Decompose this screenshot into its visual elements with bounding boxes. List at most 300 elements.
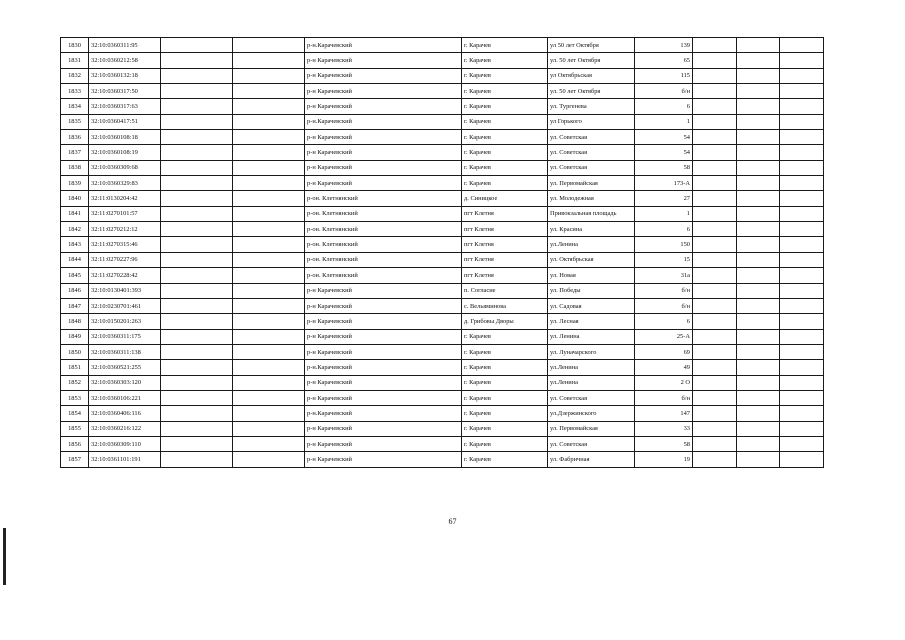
cell-empty (693, 176, 737, 191)
cell-empty (737, 283, 780, 298)
table-row (61, 68, 824, 83)
table-row (61, 191, 824, 206)
table-row (61, 84, 824, 99)
cell-locality: пгт Клетня (462, 222, 548, 237)
cell-empty (161, 130, 233, 145)
cell-empty (737, 84, 780, 99)
cell-empty (737, 114, 780, 129)
cell-empty (737, 344, 780, 359)
cell-street: ул. Октябрьская (548, 252, 635, 267)
cell-house-number: 19 (635, 452, 693, 467)
cell-empty (693, 114, 737, 129)
cell-empty (693, 360, 737, 375)
cell-empty (161, 314, 233, 329)
table-body (61, 38, 824, 468)
table-row (61, 283, 824, 298)
cell-locality: д. Синицкое (462, 191, 548, 206)
cell-empty (693, 38, 737, 53)
cell-empty (161, 114, 233, 129)
cell-empty (737, 191, 780, 206)
cell-cadastral-number: 32:11:0270315:46 (89, 237, 161, 252)
table-row (61, 314, 824, 329)
cell-house-number: б/н (635, 390, 693, 405)
cell-empty (737, 68, 780, 83)
cell-empty (737, 298, 780, 313)
cell-house-number: 6 (635, 314, 693, 329)
cell-district: р-н.Карачевский (305, 360, 462, 375)
cell-cadastral-number: 32:10:0360417:51 (89, 114, 161, 129)
cell-cadastral-number: 32:10:0130401:393 (89, 283, 161, 298)
cell-empty (737, 38, 780, 53)
cell-district: р-н Карачевский (305, 283, 462, 298)
cell-district: р-н Карачевский (305, 84, 462, 99)
cell-locality: г. Карачев (462, 130, 548, 145)
cell-empty (233, 176, 305, 191)
cell-empty (693, 314, 737, 329)
cell-empty (233, 68, 305, 83)
cell-empty (161, 145, 233, 160)
cell-empty (780, 252, 824, 267)
cell-empty (693, 53, 737, 68)
cell-locality: г. Карачев (462, 406, 548, 421)
cell-district: р-он. Клетнянский (305, 222, 462, 237)
cell-house-number: 1 (635, 206, 693, 221)
cell-empty (233, 360, 305, 375)
cell-street: ул.Ленина (548, 360, 635, 375)
cell-cadastral-number: 32:10:0360106:221 (89, 390, 161, 405)
cell-cadastral-number: 32:10:0360108:19 (89, 145, 161, 160)
cell-district: р-н.Карачевский (305, 406, 462, 421)
cell-street: ул. Ленина (548, 329, 635, 344)
cell-empty (693, 84, 737, 99)
cell-house-number: 2 О (635, 375, 693, 390)
cell-house-number: 173-А (635, 176, 693, 191)
cell-empty (233, 222, 305, 237)
cell-locality: г. Карачев (462, 53, 548, 68)
cell-district: р-н Карачевский (305, 314, 462, 329)
cell-empty (737, 176, 780, 191)
cell-locality: г. Карачев (462, 329, 548, 344)
cell-locality: г. Карачев (462, 99, 548, 114)
cell-row-number: 1838 (61, 160, 89, 175)
cell-empty (233, 452, 305, 467)
cell-empty (161, 421, 233, 436)
cell-empty (161, 222, 233, 237)
cell-empty (780, 130, 824, 145)
cell-cadastral-number: 32:10:0360303:120 (89, 375, 161, 390)
cell-cadastral-number: 32:10:0361101:191 (89, 452, 161, 467)
cell-empty (737, 160, 780, 175)
cell-district: р-н Карачевский (305, 176, 462, 191)
cell-row-number: 1830 (61, 38, 89, 53)
cell-empty (780, 421, 824, 436)
cell-cadastral-number: 32:11:0270227:96 (89, 252, 161, 267)
cell-row-number: 1842 (61, 222, 89, 237)
cell-house-number: 25-А (635, 329, 693, 344)
table-row (61, 38, 824, 53)
cell-empty (693, 68, 737, 83)
cell-street: ул. Лесная (548, 314, 635, 329)
cell-cadastral-number: 32:10:0150201:263 (89, 314, 161, 329)
cell-empty (780, 53, 824, 68)
cell-row-number: 1853 (61, 390, 89, 405)
cell-cadastral-number: 32:10:0360317:63 (89, 99, 161, 114)
cell-district: р-н Карачевский (305, 390, 462, 405)
cell-house-number: 139 (635, 38, 693, 53)
cell-row-number: 1848 (61, 314, 89, 329)
cell-empty (161, 390, 233, 405)
cell-empty (780, 114, 824, 129)
table-row (61, 206, 824, 221)
cell-empty (233, 130, 305, 145)
cell-empty (161, 344, 233, 359)
cell-street: ул. Советская (548, 390, 635, 405)
cell-house-number: б/н (635, 283, 693, 298)
cell-row-number: 1835 (61, 114, 89, 129)
cell-locality: г. Карачев (462, 390, 548, 405)
cell-cadastral-number: 32:10:0360132:18 (89, 68, 161, 83)
cell-empty (233, 268, 305, 283)
cell-street: ул. 50 лет Октября (548, 53, 635, 68)
cell-empty (161, 206, 233, 221)
cell-empty (737, 360, 780, 375)
cell-row-number: 1847 (61, 298, 89, 313)
cell-district: р-он. Клетнянский (305, 191, 462, 206)
cell-street: ул. Первомайская (548, 421, 635, 436)
table-row (61, 237, 824, 252)
cell-empty (693, 283, 737, 298)
cell-empty (233, 252, 305, 267)
cell-street: ул. 50 лет Октября (548, 84, 635, 99)
cell-house-number: 58 (635, 160, 693, 175)
cell-row-number: 1841 (61, 206, 89, 221)
cell-empty (780, 237, 824, 252)
cell-empty (737, 222, 780, 237)
cell-cadastral-number: 32:10:0360311:95 (89, 38, 161, 53)
cell-house-number: 15 (635, 252, 693, 267)
cell-district: р-н Карачевский (305, 452, 462, 467)
cell-street: ул 50 лет Октября (548, 38, 635, 53)
cell-empty (780, 375, 824, 390)
cell-row-number: 1832 (61, 68, 89, 83)
cell-cadastral-number: 32:10:0360309:110 (89, 436, 161, 451)
cell-empty (161, 329, 233, 344)
cell-district: р-н.Карачевский (305, 114, 462, 129)
cell-house-number: 54 (635, 130, 693, 145)
cell-locality: г. Карачев (462, 344, 548, 359)
cell-empty (693, 436, 737, 451)
cell-row-number: 1857 (61, 452, 89, 467)
cell-locality: пгт Клетня (462, 268, 548, 283)
cell-empty (233, 298, 305, 313)
cell-empty (233, 38, 305, 53)
cell-empty (233, 145, 305, 160)
cell-empty (693, 344, 737, 359)
cell-empty (780, 38, 824, 53)
cell-street: Привокзальная площадь (548, 206, 635, 221)
cell-empty (780, 298, 824, 313)
cell-empty (693, 160, 737, 175)
cell-empty (161, 38, 233, 53)
cell-district: р-н Карачевский (305, 53, 462, 68)
cell-empty (161, 53, 233, 68)
cell-empty (780, 283, 824, 298)
cell-locality: г. Карачев (462, 176, 548, 191)
cell-district: р-н Карачевский (305, 145, 462, 160)
cell-empty (780, 176, 824, 191)
cell-empty (233, 436, 305, 451)
cell-empty (693, 252, 737, 267)
cell-cadastral-number: 32:10:0360311:138 (89, 344, 161, 359)
cell-locality: г. Карачев (462, 421, 548, 436)
table-row (61, 421, 824, 436)
cell-street: ул. Новая (548, 268, 635, 283)
cell-locality: п. Согласие (462, 283, 548, 298)
cell-district: р-н Карачевский (305, 375, 462, 390)
cell-row-number: 1850 (61, 344, 89, 359)
cell-district: р-н Карачевский (305, 436, 462, 451)
cell-empty (161, 406, 233, 421)
cell-empty (693, 145, 737, 160)
cell-house-number: б/н (635, 84, 693, 99)
table-row (61, 268, 824, 283)
cell-cadastral-number: 32:11:0270101:57 (89, 206, 161, 221)
page-number: 67 (448, 517, 457, 526)
cell-cadastral-number: 32:11:0270212:12 (89, 222, 161, 237)
cell-district: р-н Карачевский (305, 329, 462, 344)
cell-locality: д. Грибовы Дворы (462, 314, 548, 329)
cell-house-number: 54 (635, 145, 693, 160)
cell-row-number: 1833 (61, 84, 89, 99)
cell-street: ул. Молодежная (548, 191, 635, 206)
cell-street: ул. Луначарского (548, 344, 635, 359)
cell-cadastral-number: 32:10:0360216:122 (89, 421, 161, 436)
cell-empty (233, 421, 305, 436)
cell-empty (233, 99, 305, 114)
cell-row-number: 1836 (61, 130, 89, 145)
cell-empty (161, 375, 233, 390)
cell-empty (737, 314, 780, 329)
table-row (61, 329, 824, 344)
cell-district: р-он. Клетнянский (305, 237, 462, 252)
cell-house-number: 6 (635, 222, 693, 237)
cell-empty (737, 268, 780, 283)
cell-empty (161, 252, 233, 267)
cell-row-number: 1840 (61, 191, 89, 206)
cell-empty (161, 68, 233, 83)
cell-empty (693, 390, 737, 405)
cell-row-number: 1855 (61, 421, 89, 436)
cell-row-number: 1831 (61, 53, 89, 68)
cell-empty (693, 222, 737, 237)
table-row (61, 252, 824, 267)
cell-empty (693, 191, 737, 206)
cell-empty (693, 329, 737, 344)
cell-empty (693, 237, 737, 252)
cell-house-number: 33 (635, 421, 693, 436)
cell-district: р-н Карачевский (305, 130, 462, 145)
cell-district: р-н Карачевский (305, 344, 462, 359)
cell-row-number: 1844 (61, 252, 89, 267)
table-row (61, 375, 824, 390)
scan-edge-mark (3, 528, 6, 585)
cell-empty (780, 145, 824, 160)
cell-empty (780, 390, 824, 405)
cell-empty (693, 99, 737, 114)
cell-row-number: 1843 (61, 237, 89, 252)
cell-empty (161, 298, 233, 313)
cell-locality: г. Карачев (462, 68, 548, 83)
cell-street: ул.Ленина (548, 375, 635, 390)
cell-empty (780, 436, 824, 451)
cell-house-number: 65 (635, 53, 693, 68)
cell-district: р-н Карачевский (305, 68, 462, 83)
cell-empty (161, 99, 233, 114)
cell-empty (233, 375, 305, 390)
cell-empty (737, 375, 780, 390)
cell-locality: пгт Клетня (462, 237, 548, 252)
table-row (61, 452, 824, 467)
cell-house-number: 49 (635, 360, 693, 375)
cell-street: ул. Победы (548, 283, 635, 298)
cell-empty (737, 99, 780, 114)
cell-locality: г. Карачев (462, 114, 548, 129)
table-row (61, 436, 824, 451)
cell-house-number: 69 (635, 344, 693, 359)
cell-house-number: 115 (635, 68, 693, 83)
cell-empty (233, 406, 305, 421)
cell-cadastral-number: 32:11:0130204:42 (89, 191, 161, 206)
cell-locality: с. Вельяминова (462, 298, 548, 313)
cell-locality: г. Карачев (462, 38, 548, 53)
cell-empty (233, 206, 305, 221)
cell-locality: г. Карачев (462, 145, 548, 160)
table-row (61, 114, 824, 129)
cell-empty (780, 329, 824, 344)
cell-district: р-н Карачевский (305, 421, 462, 436)
table-row (61, 390, 824, 405)
cell-house-number: 150 (635, 237, 693, 252)
cell-empty (693, 206, 737, 221)
cell-empty (737, 145, 780, 160)
cell-house-number: 58 (635, 436, 693, 451)
cell-empty (780, 360, 824, 375)
cell-house-number: б/н (635, 298, 693, 313)
cell-empty (780, 452, 824, 467)
cell-empty (780, 84, 824, 99)
cell-empty (780, 206, 824, 221)
cell-empty (737, 329, 780, 344)
cell-empty (737, 53, 780, 68)
cell-street: ул. Фабричная (548, 452, 635, 467)
cell-house-number: 6 (635, 99, 693, 114)
cell-empty (737, 406, 780, 421)
cell-empty (161, 283, 233, 298)
cell-empty (780, 406, 824, 421)
cell-street: ул. Садовая (548, 298, 635, 313)
cell-cadastral-number: 32:10:0360329:83 (89, 176, 161, 191)
cell-row-number: 1834 (61, 99, 89, 114)
cell-empty (161, 237, 233, 252)
cell-locality: г. Карачев (462, 160, 548, 175)
cell-district: р-н Карачевский (305, 298, 462, 313)
cell-cadastral-number: 32:10:0360309:68 (89, 160, 161, 175)
cell-empty (737, 436, 780, 451)
cell-empty (780, 314, 824, 329)
cell-house-number: 147 (635, 406, 693, 421)
cell-empty (233, 191, 305, 206)
cell-empty (780, 344, 824, 359)
cell-row-number: 1845 (61, 268, 89, 283)
cell-street: ул. Советская (548, 145, 635, 160)
table-row (61, 145, 824, 160)
cell-cadastral-number: 32:10:0360212:58 (89, 53, 161, 68)
cell-empty (693, 452, 737, 467)
table-row (61, 360, 824, 375)
cell-empty (233, 160, 305, 175)
cell-row-number: 1846 (61, 283, 89, 298)
cell-empty (693, 375, 737, 390)
cell-empty (693, 268, 737, 283)
cell-empty (693, 421, 737, 436)
table-row (61, 160, 824, 175)
cell-empty (161, 160, 233, 175)
cell-street: ул. Первомайская (548, 176, 635, 191)
cell-empty (161, 176, 233, 191)
cell-empty (233, 114, 305, 129)
table-row (61, 53, 824, 68)
registry-table (60, 37, 824, 468)
cell-row-number: 1854 (61, 406, 89, 421)
cell-street: ул. Советская (548, 130, 635, 145)
cell-locality: г. Карачев (462, 360, 548, 375)
cell-street: ул.Ленина (548, 237, 635, 252)
cell-empty (780, 99, 824, 114)
cell-empty (737, 252, 780, 267)
cell-street: ул.Дзержинского (548, 406, 635, 421)
cell-locality: г. Карачев (462, 452, 548, 467)
cell-locality: г. Карачев (462, 84, 548, 99)
cell-empty (233, 237, 305, 252)
cell-empty (693, 130, 737, 145)
cell-empty (693, 298, 737, 313)
cell-empty (161, 452, 233, 467)
cell-locality: г. Карачев (462, 436, 548, 451)
cell-row-number: 1837 (61, 145, 89, 160)
table-row (61, 344, 824, 359)
cell-empty (693, 406, 737, 421)
cell-locality: пгт Клетня (462, 252, 548, 267)
cell-empty (233, 84, 305, 99)
cell-cadastral-number: 32:10:0360406:116 (89, 406, 161, 421)
cell-empty (161, 436, 233, 451)
cell-locality: г. Карачев (462, 375, 548, 390)
cell-row-number: 1839 (61, 176, 89, 191)
cell-empty (780, 191, 824, 206)
cell-street: ул. Тургенева (548, 99, 635, 114)
cell-empty (737, 452, 780, 467)
cell-street: ул Октябрьская (548, 68, 635, 83)
cell-house-number: 31а (635, 268, 693, 283)
cell-cadastral-number: 32:11:0270228:42 (89, 268, 161, 283)
cell-empty (233, 344, 305, 359)
cell-empty (737, 390, 780, 405)
cell-empty (233, 390, 305, 405)
table-row (61, 99, 824, 114)
cell-district: р-н Карачевский (305, 160, 462, 175)
table-row (61, 130, 824, 145)
table-row (61, 222, 824, 237)
